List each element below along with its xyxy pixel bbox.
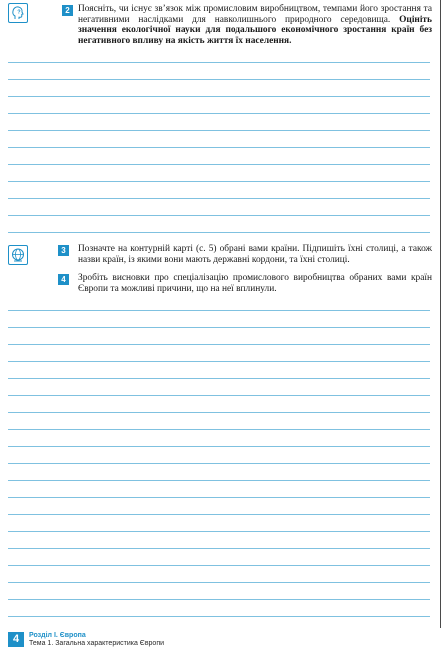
page-number: 4 bbox=[8, 632, 24, 647]
answer-line[interactable] bbox=[8, 147, 430, 148]
answer-line[interactable] bbox=[8, 599, 430, 600]
answer-line[interactable] bbox=[8, 344, 430, 345]
task-3-text: Позначте на контурній карті (с. 5) обрані вами країни. Підпишіть їхні столиці, а також назви країн, із якими вони мають державні кордони, та їхні столиці. bbox=[78, 244, 432, 265]
answer-line[interactable] bbox=[8, 79, 430, 80]
answer-line[interactable] bbox=[8, 215, 430, 216]
section-title: Розділ І. Європа bbox=[29, 632, 86, 639]
task-4-text: Зробіть висновки про спеціалізацію промислового виробництва обраних вами країн Європи та можливі причини, що на неї вплинули. bbox=[78, 273, 432, 294]
answer-line[interactable] bbox=[8, 429, 430, 430]
svg-text:?: ? bbox=[17, 9, 21, 16]
answer-line[interactable] bbox=[8, 446, 430, 447]
task-3-number: 3 bbox=[58, 245, 69, 256]
answer-line[interactable] bbox=[8, 181, 430, 182]
answer-line[interactable] bbox=[8, 463, 430, 464]
answer-line[interactable] bbox=[8, 130, 430, 131]
answer-line[interactable] bbox=[8, 514, 430, 515]
answer-line[interactable] bbox=[8, 582, 430, 583]
task-2-question: Поясніть, чи існує зв’язок між промисловим виробництвом, темпами його зростання та негативними наслідками для навколишнього природного середовища. bbox=[78, 4, 432, 25]
task-2-assessment: Оцініть значення екологічної науки для подальшого економічного зростання країн без негативного впливу на якість життя їх населення. bbox=[78, 14, 432, 46]
task-2-number: 2 bbox=[62, 5, 73, 16]
task-4-number: 4 bbox=[58, 274, 69, 285]
head-with-question-icon bbox=[8, 3, 28, 23]
answer-line[interactable] bbox=[8, 531, 430, 532]
answer-line[interactable] bbox=[8, 113, 430, 114]
answer-line[interactable] bbox=[8, 198, 430, 199]
answer-line[interactable] bbox=[8, 361, 430, 362]
answer-line[interactable] bbox=[8, 480, 430, 481]
answer-line[interactable] bbox=[8, 96, 430, 97]
answer-line[interactable] bbox=[8, 412, 430, 413]
answer-line[interactable] bbox=[8, 616, 430, 617]
page-border bbox=[440, 0, 441, 628]
task-2-text bbox=[78, 4, 432, 46]
answer-line[interactable] bbox=[8, 310, 430, 311]
globe-icon bbox=[8, 245, 28, 265]
answer-line[interactable] bbox=[8, 395, 430, 396]
answer-line[interactable] bbox=[8, 62, 430, 63]
answer-line[interactable] bbox=[8, 164, 430, 165]
answer-line[interactable] bbox=[8, 497, 430, 498]
topic-title: Тема 1. Загальна характеристика Європи bbox=[29, 640, 165, 647]
answer-line[interactable] bbox=[8, 327, 430, 328]
answer-line[interactable] bbox=[8, 378, 430, 379]
answer-line[interactable] bbox=[8, 548, 430, 549]
answer-line[interactable] bbox=[8, 232, 430, 233]
answer-line[interactable] bbox=[8, 565, 430, 566]
